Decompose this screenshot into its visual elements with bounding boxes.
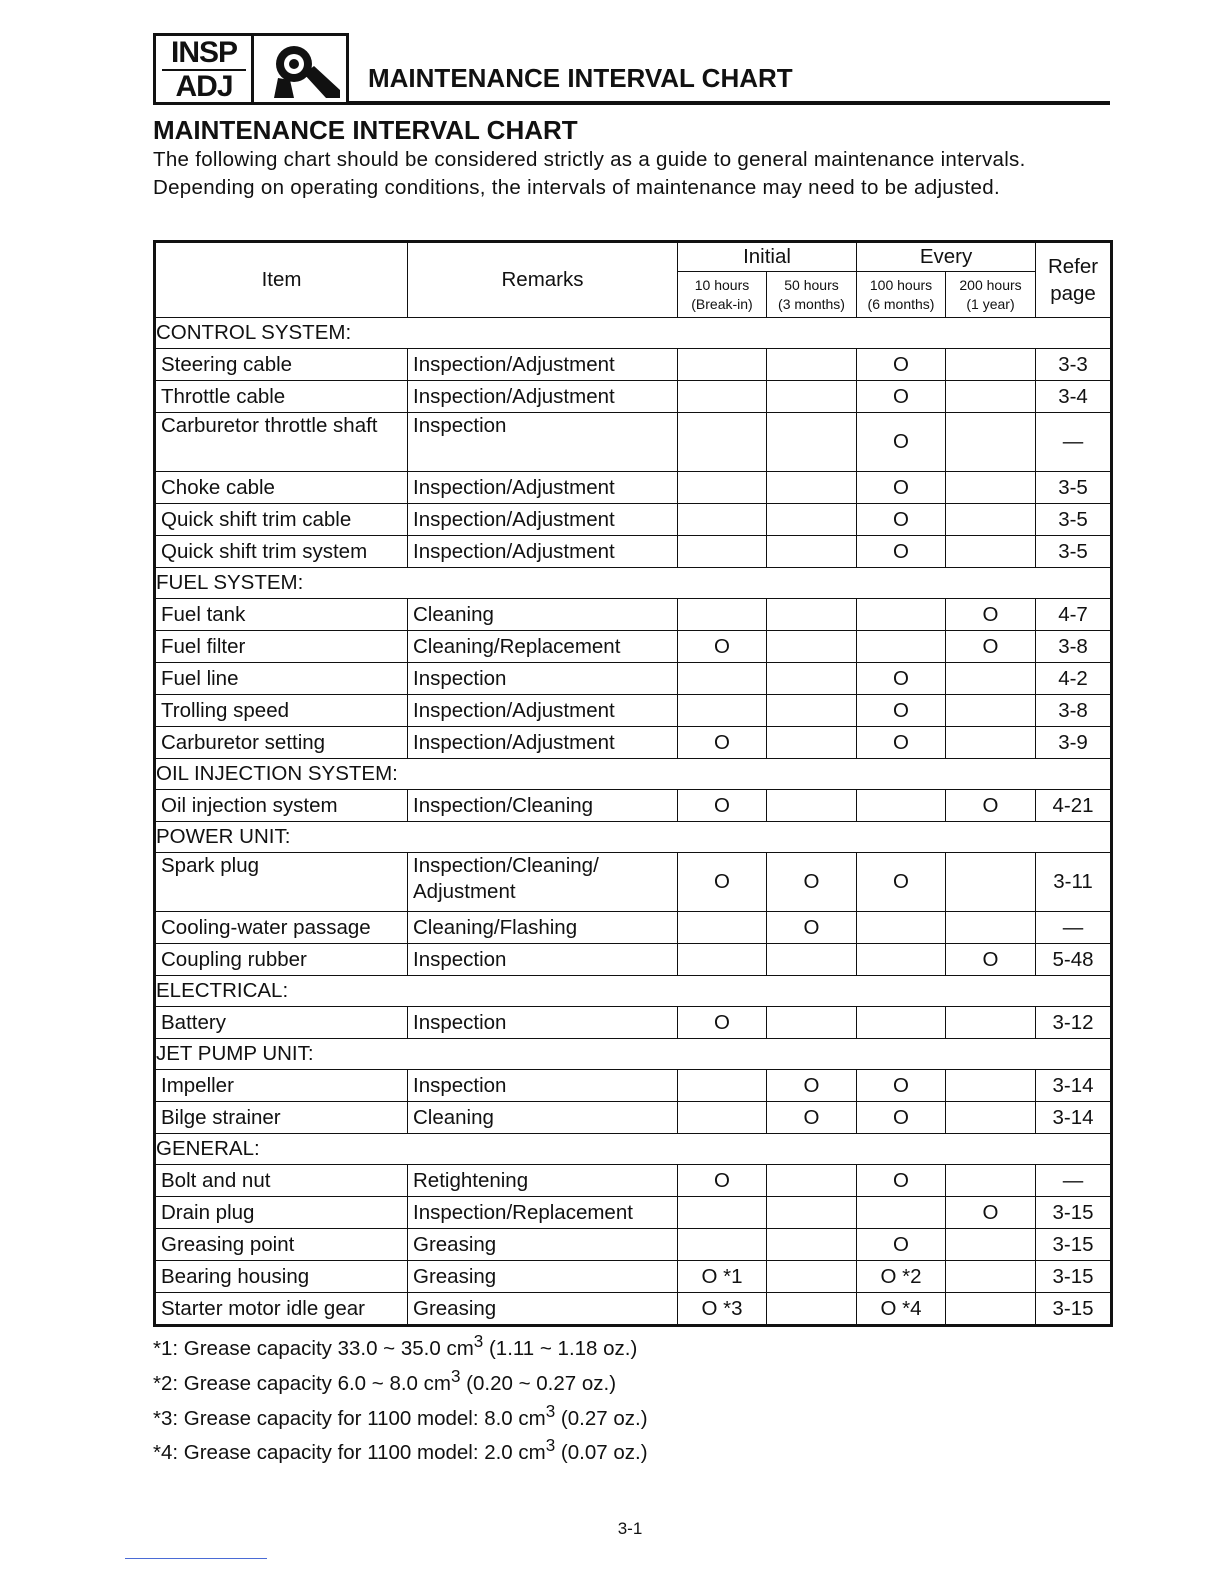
footnote-superscript: 3 — [545, 1436, 556, 1456]
interval-mark — [678, 536, 767, 568]
table-row — [155, 349, 1112, 381]
interval-mark: O — [767, 853, 857, 912]
refer-page-cell: 3-5 — [1036, 504, 1112, 536]
interval-mark — [767, 1165, 857, 1197]
header-rule — [349, 101, 1110, 105]
table-row — [155, 944, 1112, 976]
interval-mark — [678, 1070, 767, 1102]
item-cell: Battery — [155, 1007, 408, 1039]
interval-mark — [946, 536, 1036, 568]
item-cell: Fuel filter — [155, 631, 408, 663]
interval-mark: O — [857, 1102, 946, 1134]
interval-mark: O — [857, 413, 946, 472]
header-item: Item — [155, 242, 408, 318]
section-heading: GENERAL: — [155, 1134, 1112, 1165]
interval-mark — [767, 1293, 857, 1326]
remarks-cell: Cleaning — [408, 599, 678, 631]
interval-mark: O — [857, 472, 946, 504]
item-cell: Trolling speed — [155, 695, 408, 727]
item-cell: Fuel line — [155, 663, 408, 695]
interval-mark — [767, 349, 857, 381]
interval-mark: O — [678, 631, 767, 663]
refer-page-cell: 3-15 — [1036, 1229, 1112, 1261]
remarks-cell: Inspection — [408, 1070, 678, 1102]
interval-mark — [946, 504, 1036, 536]
interval-mark — [946, 381, 1036, 413]
remarks-cell: Inspection/Adjustment — [408, 727, 678, 759]
interval-mark: O — [857, 1165, 946, 1197]
item-cell: Greasing point — [155, 1229, 408, 1261]
remarks-cell: Inspection — [408, 944, 678, 976]
item-cell: Throttle cable — [155, 381, 408, 413]
table-body — [155, 318, 1112, 1326]
footnote — [153, 1328, 648, 1363]
header-interval — [678, 272, 767, 318]
interval-mark: O — [946, 944, 1036, 976]
item-cell: Impeller — [155, 1070, 408, 1102]
header-refer-page: Refer page — [1036, 242, 1112, 318]
header-interval — [767, 272, 857, 318]
footnote — [153, 1432, 648, 1467]
section-heading: ELECTRICAL: — [155, 976, 1112, 1007]
item-cell: Carburetor throttle shaft — [155, 413, 408, 472]
interval-mark — [767, 944, 857, 976]
interval-period: (6 months) — [867, 295, 935, 312]
interval-mark — [946, 472, 1036, 504]
interval-mark — [767, 631, 857, 663]
footnote-superscript: 3 — [545, 1401, 556, 1421]
interval-mark — [946, 853, 1036, 912]
table-row — [155, 1293, 1112, 1326]
interval-mark — [767, 504, 857, 536]
item-cell: Choke cable — [155, 472, 408, 504]
section-title: MAINTENANCE INTERVAL CHART — [153, 115, 578, 145]
refer-page-cell: 3-15 — [1036, 1261, 1112, 1293]
table-row — [155, 853, 1112, 912]
header-title: MAINTENANCE INTERVAL CHART — [368, 63, 793, 93]
table-row — [155, 695, 1112, 727]
interval-mark — [767, 1197, 857, 1229]
table-row — [155, 912, 1112, 944]
section-heading: JET PUMP UNIT: — [155, 1039, 1112, 1070]
interval-mark: O — [857, 504, 946, 536]
interval-mark: O — [767, 1102, 857, 1134]
remarks-cell: Cleaning — [408, 1102, 678, 1134]
table-row — [155, 727, 1112, 759]
interval-mark: O *1 — [678, 1261, 767, 1293]
footnote-text: *2: Grease capacity 6.0 ~ 8.0 cm — [153, 1371, 451, 1395]
remarks-cell: Inspection — [408, 413, 678, 472]
badge-adj-label: ADJ — [175, 70, 233, 103]
item-cell: Fuel tank — [155, 599, 408, 631]
interval-mark — [678, 1197, 767, 1229]
interval-mark — [678, 663, 767, 695]
refer-page-cell: 3-3 — [1036, 349, 1112, 381]
interval-mark — [946, 1007, 1036, 1039]
section-heading: POWER UNIT: — [155, 822, 1112, 853]
interval-period: (1 year) — [966, 295, 1015, 312]
table-row — [155, 504, 1112, 536]
interval-mark — [678, 504, 767, 536]
footnote — [153, 1363, 648, 1398]
refer-page-cell: 3-15 — [1036, 1197, 1112, 1229]
refer-page-cell: 3-5 — [1036, 472, 1112, 504]
table-row — [155, 1102, 1112, 1134]
section-row — [155, 759, 1112, 790]
remarks-cell: Inspection/Cleaning/ Adjustment — [408, 853, 678, 912]
interval-mark: O — [946, 1197, 1036, 1229]
refer-page-cell: 3-12 — [1036, 1007, 1112, 1039]
interval-mark — [678, 695, 767, 727]
interval-mark — [767, 381, 857, 413]
section-row — [155, 976, 1112, 1007]
remarks-cell: Inspection/Replacement — [408, 1197, 678, 1229]
interval-mark: O — [857, 1070, 946, 1102]
table-row — [155, 663, 1112, 695]
interval-hours: 10 hours — [694, 276, 750, 293]
interval-mark — [767, 790, 857, 822]
footnote-text: *3: Grease capacity for 1100 model: 8.0 cm — [153, 1406, 546, 1430]
table-row — [155, 1007, 1112, 1039]
remarks-cell: Retightening — [408, 1165, 678, 1197]
item-cell: Drain plug — [155, 1197, 408, 1229]
interval-mark — [946, 912, 1036, 944]
header-interval — [946, 272, 1036, 318]
table-row — [155, 790, 1112, 822]
page-number: 3-1 — [617, 1519, 643, 1538]
remarks-cell: Inspection/Adjustment — [408, 472, 678, 504]
interval-mark — [946, 1070, 1036, 1102]
refer-page-cell: 3-8 — [1036, 695, 1112, 727]
remarks-cell: Inspection/Adjustment — [408, 381, 678, 413]
item-cell: Bilge strainer — [155, 1102, 408, 1134]
interval-mark — [678, 944, 767, 976]
footnote — [153, 1398, 648, 1433]
header-remarks: Remarks — [408, 242, 678, 318]
intro-paragraph: Depending on operating conditions, the intervals of maintenance may need to be adjusted. — [153, 176, 1000, 199]
interval-mark — [678, 413, 767, 472]
header-interval — [857, 272, 946, 318]
interval-mark — [857, 790, 946, 822]
refer-page-cell: 4-2 — [1036, 663, 1112, 695]
interval-mark: O — [857, 349, 946, 381]
interval-mark: O — [946, 631, 1036, 663]
refer-page-cell: 3-4 — [1036, 381, 1112, 413]
section-heading: FUEL SYSTEM: — [155, 568, 1112, 599]
interval-mark — [767, 599, 857, 631]
interval-mark — [857, 912, 946, 944]
interval-mark — [767, 727, 857, 759]
header-initial: Initial — [678, 242, 857, 272]
interval-mark — [678, 472, 767, 504]
interval-mark — [767, 1261, 857, 1293]
refer-page-cell: 3-14 — [1036, 1070, 1112, 1102]
refer-page-cell: — — [1036, 912, 1112, 944]
interval-mark: O — [767, 912, 857, 944]
table-row — [155, 381, 1112, 413]
interval-mark — [678, 349, 767, 381]
table-row — [155, 1261, 1112, 1293]
remarks-cell: Inspection/Adjustment — [408, 695, 678, 727]
interval-mark: O — [678, 1007, 767, 1039]
interval-mark: O — [678, 790, 767, 822]
item-cell: Bolt and nut — [155, 1165, 408, 1197]
interval-mark — [678, 1229, 767, 1261]
item-cell: Oil injection system — [155, 790, 408, 822]
interval-mark: O — [857, 727, 946, 759]
interval-mark — [678, 1102, 767, 1134]
interval-mark — [946, 663, 1036, 695]
item-cell: Steering cable — [155, 349, 408, 381]
remarks-cell: Inspection — [408, 663, 678, 695]
interval-mark: O — [678, 727, 767, 759]
remarks-cell: Inspection/Cleaning — [408, 790, 678, 822]
section-heading: OIL INJECTION SYSTEM: — [155, 759, 1112, 790]
section-row — [155, 1039, 1112, 1070]
interval-mark — [767, 663, 857, 695]
refer-page-cell: 3-14 — [1036, 1102, 1112, 1134]
footnote-tail: (0.27 oz.) — [555, 1406, 648, 1430]
interval-mark — [946, 695, 1036, 727]
interval-mark: O — [767, 1070, 857, 1102]
footnote-tail: (0.20 ~ 0.27 oz.) — [460, 1371, 617, 1395]
section-row — [155, 822, 1112, 853]
interval-mark — [946, 1229, 1036, 1261]
remarks-cell: Inspection — [408, 1007, 678, 1039]
refer-page-cell: 3-15 — [1036, 1293, 1112, 1326]
page-header — [153, 33, 1110, 105]
footnotes — [153, 1328, 648, 1467]
refer-page-cell: 4-7 — [1036, 599, 1112, 631]
interval-period: (Break-in) — [691, 295, 753, 312]
item-cell: Spark plug — [155, 853, 408, 912]
item-cell: Carburetor setting — [155, 727, 408, 759]
interval-mark — [857, 1007, 946, 1039]
interval-mark: O — [857, 853, 946, 912]
table-row — [155, 1070, 1112, 1102]
interval-mark — [678, 912, 767, 944]
table-row — [155, 472, 1112, 504]
section-heading: CONTROL SYSTEM: — [155, 318, 1112, 349]
refer-page-cell: 3-8 — [1036, 631, 1112, 663]
refer-page-cell: 3-5 — [1036, 536, 1112, 568]
interval-mark: O — [857, 381, 946, 413]
intro-text — [153, 146, 1113, 202]
interval-period: (3 months) — [778, 295, 845, 312]
interval-mark — [857, 631, 946, 663]
table-row — [155, 599, 1112, 631]
wrench-magnifier-icon — [264, 40, 344, 100]
refer-page-cell: — — [1036, 413, 1112, 472]
interval-mark — [767, 536, 857, 568]
section-row — [155, 318, 1112, 349]
interval-mark — [857, 599, 946, 631]
interval-mark: O — [857, 663, 946, 695]
interval-mark: O — [946, 790, 1036, 822]
refer-page-cell: 4-21 — [1036, 790, 1112, 822]
interval-mark — [767, 413, 857, 472]
remarks-cell: Inspection/Adjustment — [408, 504, 678, 536]
remarks-cell: Inspection/Adjustment — [408, 536, 678, 568]
interval-mark — [946, 349, 1036, 381]
table-row — [155, 631, 1112, 663]
remarks-cell: Greasing — [408, 1229, 678, 1261]
interval-mark — [946, 1165, 1036, 1197]
table-row — [155, 1165, 1112, 1197]
remarks-cell: Greasing — [408, 1261, 678, 1293]
interval-mark — [767, 695, 857, 727]
interval-mark: O — [678, 853, 767, 912]
remarks-cell: Inspection/Adjustment — [408, 349, 678, 381]
remarks-cell: Cleaning/Replacement — [408, 631, 678, 663]
interval-mark: O *3 — [678, 1293, 767, 1326]
interval-mark: O *4 — [857, 1293, 946, 1326]
interval-mark: O — [946, 599, 1036, 631]
interval-mark — [678, 599, 767, 631]
interval-hours: 200 hours — [959, 276, 1022, 293]
interval-mark — [946, 727, 1036, 759]
interval-mark — [767, 1007, 857, 1039]
interval-mark — [857, 1197, 946, 1229]
item-cell: Bearing housing — [155, 1261, 408, 1293]
refer-page-cell: 5-48 — [1036, 944, 1112, 976]
interval-mark: O — [857, 1229, 946, 1261]
interval-mark: O — [857, 695, 946, 727]
insp-adj-badge — [153, 33, 349, 105]
section-row — [155, 568, 1112, 599]
interval-mark — [678, 381, 767, 413]
footnote-tail: (0.07 oz.) — [555, 1441, 648, 1465]
item-cell: Cooling-water passage — [155, 912, 408, 944]
interval-mark: O — [678, 1165, 767, 1197]
item-cell: Quick shift trim system — [155, 536, 408, 568]
badge-insp-label: INSP — [162, 37, 246, 71]
footnote-superscript: 3 — [473, 1332, 484, 1351]
refer-page-cell: 3-9 — [1036, 727, 1112, 759]
interval-mark: O *2 — [857, 1261, 946, 1293]
item-cell: Coupling rubber — [155, 944, 408, 976]
item-cell: Starter motor idle gear — [155, 1293, 408, 1326]
footnote-text: *1: Grease capacity 33.0 ~ 35.0 cm — [153, 1336, 474, 1360]
footnote-superscript: 3 — [450, 1366, 461, 1386]
refer-page-cell: 3-11 — [1036, 853, 1112, 912]
interval-mark — [946, 1102, 1036, 1134]
interval-hours: 100 hours — [869, 276, 933, 293]
interval-mark — [946, 1261, 1036, 1293]
intro-paragraph: The following chart should be considered strictly as a guide to general maintenance intervals. — [153, 148, 1026, 171]
interval-mark — [946, 1293, 1036, 1326]
table-row — [155, 413, 1112, 472]
remarks-cell: Greasing — [408, 1293, 678, 1326]
interval-hours: 50 hours — [784, 276, 839, 293]
interval-mark — [946, 413, 1036, 472]
footnote-tail: (1.11 ~ 1.18 oz.) — [483, 1336, 638, 1360]
interval-mark — [857, 944, 946, 976]
footnote-text: *4: Grease capacity for 1100 model: 2.0 cm — [153, 1441, 546, 1465]
interval-mark: O — [857, 536, 946, 568]
maintenance-interval-table — [153, 240, 1113, 1327]
interval-mark — [767, 1229, 857, 1261]
refer-page-cell: — — [1036, 1165, 1112, 1197]
table-row — [155, 1197, 1112, 1229]
divider — [125, 1558, 267, 1559]
remarks-cell: Cleaning/Flashing — [408, 912, 678, 944]
interval-mark — [767, 472, 857, 504]
item-cell: Quick shift trim cable — [155, 504, 408, 536]
header-every: Every — [857, 242, 1036, 272]
table-row — [155, 1229, 1112, 1261]
section-row — [155, 1134, 1112, 1165]
table-row — [155, 536, 1112, 568]
